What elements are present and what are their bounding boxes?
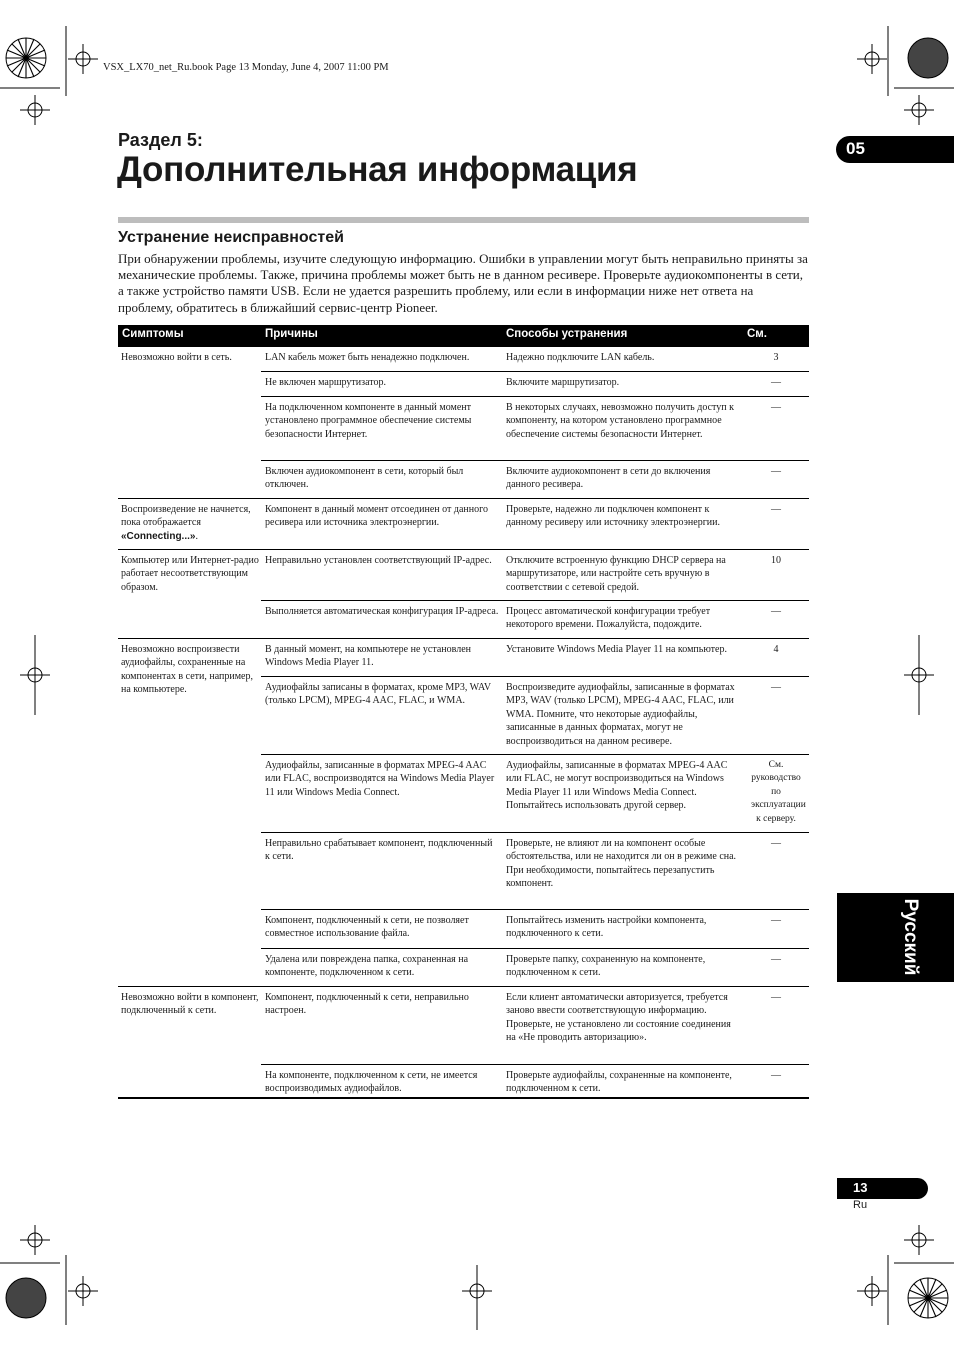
ref-cell: — xyxy=(771,402,781,413)
ref-cell: — xyxy=(771,915,781,926)
cause-cell: Неправильно установлен соответствующий IP-адрес. xyxy=(265,555,492,566)
cause-cell: Удалена или повреждена папка, сохраненная на компоненте, подключенном к сети. xyxy=(265,954,469,979)
page-number: 13 xyxy=(853,1180,868,1195)
cause-cell: Аудиофайлы, записанные в форматах MPEG-4 AAC или FLAC, воспроизводятся на Windows Media Player 11 или Windows Media Connect. xyxy=(265,760,495,798)
symptom-cell: Невозможно воспроизвести аудиофайлы, сохраненные на компонентах в сети, например, на компьютере. xyxy=(121,644,253,696)
cause-cell: Выполняется автоматическая конфигурация IP-адреса. xyxy=(265,606,499,617)
fix-cell: Аудиофайлы, записанные в форматах MPEG-4 AAC или FLAC, не могут воспроизводиться на Windows Media Player 11 или Windows Media Connect. Попытайтесь использовать другой сервер. xyxy=(506,760,728,812)
ref-cell: — xyxy=(771,466,781,477)
fix-cell: Проверьте папку, сохраненную на компоненте, подключенном к сети. xyxy=(506,954,706,979)
header-causes: Причины xyxy=(265,328,318,340)
ref-cell: — xyxy=(771,954,781,965)
troubleshooting-intro: При обнаружении проблемы, изучите следующую информацию. Ошибки в управлении могут быть неправильно приняты за механические проблемы. Также, причина проблемы может быть не в данном ресивере. Проверьте аудиокомпоненты в сети, а также устройство памяти USB. Если не удается разрешить проблему, или если в информации ниже нет ответа на проблему, обратитесь в ближайший сервис-центр Pioneer. xyxy=(118,251,808,315)
ref-cell: 10 xyxy=(771,555,781,566)
ref-cell: — xyxy=(771,606,781,617)
cause-cell: На компоненте, подключенном к сети, не имеется воспроизводимых аудиофайлов. xyxy=(265,1070,478,1095)
ref-cell: См. руководство по эксплуатации к серверу. xyxy=(751,760,806,824)
symptom-cell: Невозможно войти в сеть. xyxy=(121,352,232,363)
fix-text: Проверьте, не влияют ли на компонент особые обстоятельства, или не находится ли он в режиме сна. xyxy=(506,838,737,863)
cause-cell: Не включен маршрутизатор. xyxy=(265,377,386,388)
cause-cell: Компонент, подключенный к сети, неправильно настроен. xyxy=(265,992,469,1017)
fix-cell: Проверьте, надежно ли подключен компонент к данному ресиверу или источнику электроэнергии. xyxy=(506,504,720,529)
cause-cell: Неправильно срабатывает компонент, подключенный к сети. xyxy=(265,838,493,863)
fix-cell: Отключите встроенную функцию DHCP сервера на маршрутизаторе, или настройте сеть вручную в соответствии с сетевой средой. xyxy=(506,555,726,593)
chapter-number: 05 xyxy=(846,139,865,158)
fix-cell: Включите аудиокомпонент в сети до включения данного ресивера. xyxy=(506,466,711,491)
ref-cell: — xyxy=(771,504,781,515)
cause-cell: В данный момент, на компьютере не установлен Windows Media Player 11. xyxy=(265,644,472,669)
cause-cell: На подключенном компоненте в данный момент установлено программное обеспечение системы безопасности Интернет. xyxy=(265,402,472,440)
cause-cell: Аудиофайлы записаны в форматах, кроме MP3, WAV (только LPCM), MPEG-4 AAC, FLAC, и WMA. xyxy=(265,682,491,707)
fix-cell: Проверьте аудиофайлы, сохраненные на компоненте, подключенном к сети. xyxy=(506,1070,732,1095)
fix-cell: Процесс автоматической конфигурации требует некоторого времени. Пожалуйста, подождите. xyxy=(506,606,711,631)
header-symptoms: Симптомы xyxy=(122,328,184,340)
book-header-line: VSX_LX70_net_Ru.book Page 13 Monday, June 4, 2007 11:00 PM xyxy=(103,62,389,73)
symptom-end: . xyxy=(195,530,198,542)
fix-cell: Надежно подключите LAN кабель. xyxy=(506,352,655,363)
page-language-code: Ru xyxy=(853,1199,868,1211)
symptom-text: Воспроизведение не начнется, пока отображается xyxy=(121,504,251,529)
ref-cell: — xyxy=(771,1070,781,1081)
symptom-cell: Компьютер или Интернет-радио работает несоответствующим образом. xyxy=(121,555,259,593)
connecting-label: «Connecting...» xyxy=(121,530,196,542)
ref-cell: 3 xyxy=(773,352,779,363)
section-number: Раздел 5: xyxy=(118,130,203,150)
language-label: Русский xyxy=(900,898,921,976)
header-fixes: Способы устранения xyxy=(506,328,628,340)
ref-cell: — xyxy=(771,682,781,693)
troubleshooting-heading: Устранение неисправностей xyxy=(118,229,344,246)
header-ref: См. xyxy=(747,328,768,340)
fix-cell: В некоторых случаях, невозможно получить доступ к компоненту, на котором установлено программное обеспечение системы безопасности Интернет. xyxy=(506,402,734,440)
symptom-cell: Невозможно войти в компонент, подключенный к сети. xyxy=(121,992,259,1017)
page-title: Дополнительная информация xyxy=(117,150,638,189)
fix-cell: Воспроизведите аудиофайлы, записанные в форматах MP3, WAV (только LPCM), MPEG-4 AAC, FLAC, или WMA. Помните, что некоторые аудиофайлы, записанные в данных форматах, могут не воспроизводиться на данном ресивере. xyxy=(506,682,735,747)
cause-cell: LAN кабель может быть ненадежно подключен. xyxy=(265,352,470,363)
fix-cell: Если клиент автоматически авторизуется, требуется заново ввести соответствующую информацию. Проверьте, не установлено ли состояние соединения на «Не проводить авторизацию». xyxy=(506,992,731,1044)
fix-cell: Включите маршрутизатор. xyxy=(506,377,620,388)
ref-cell: — xyxy=(771,992,781,1003)
ref-cell: — xyxy=(771,838,781,849)
fix-cell: Установите Windows Media Player 11 на компьютер. xyxy=(506,644,727,655)
cause-cell: Включен аудиокомпонент в сети, который был отключен. xyxy=(265,466,464,491)
ref-cell: — xyxy=(771,377,781,388)
cause-cell: Компонент в данный момент отсоединен от данного ресивера или источника электроэнергии. xyxy=(265,504,488,529)
cause-cell: Компонент, подключенный к сети, не позволяет совместное использование файла. xyxy=(265,915,469,940)
fix-cell: Попытайтесь изменить настройки компонента, подключенного к сети. xyxy=(506,915,707,940)
ref-cell: 4 xyxy=(773,644,779,655)
fix-text-extra: При необходимости, попытайтесь перезапустить компонент. xyxy=(506,864,715,890)
